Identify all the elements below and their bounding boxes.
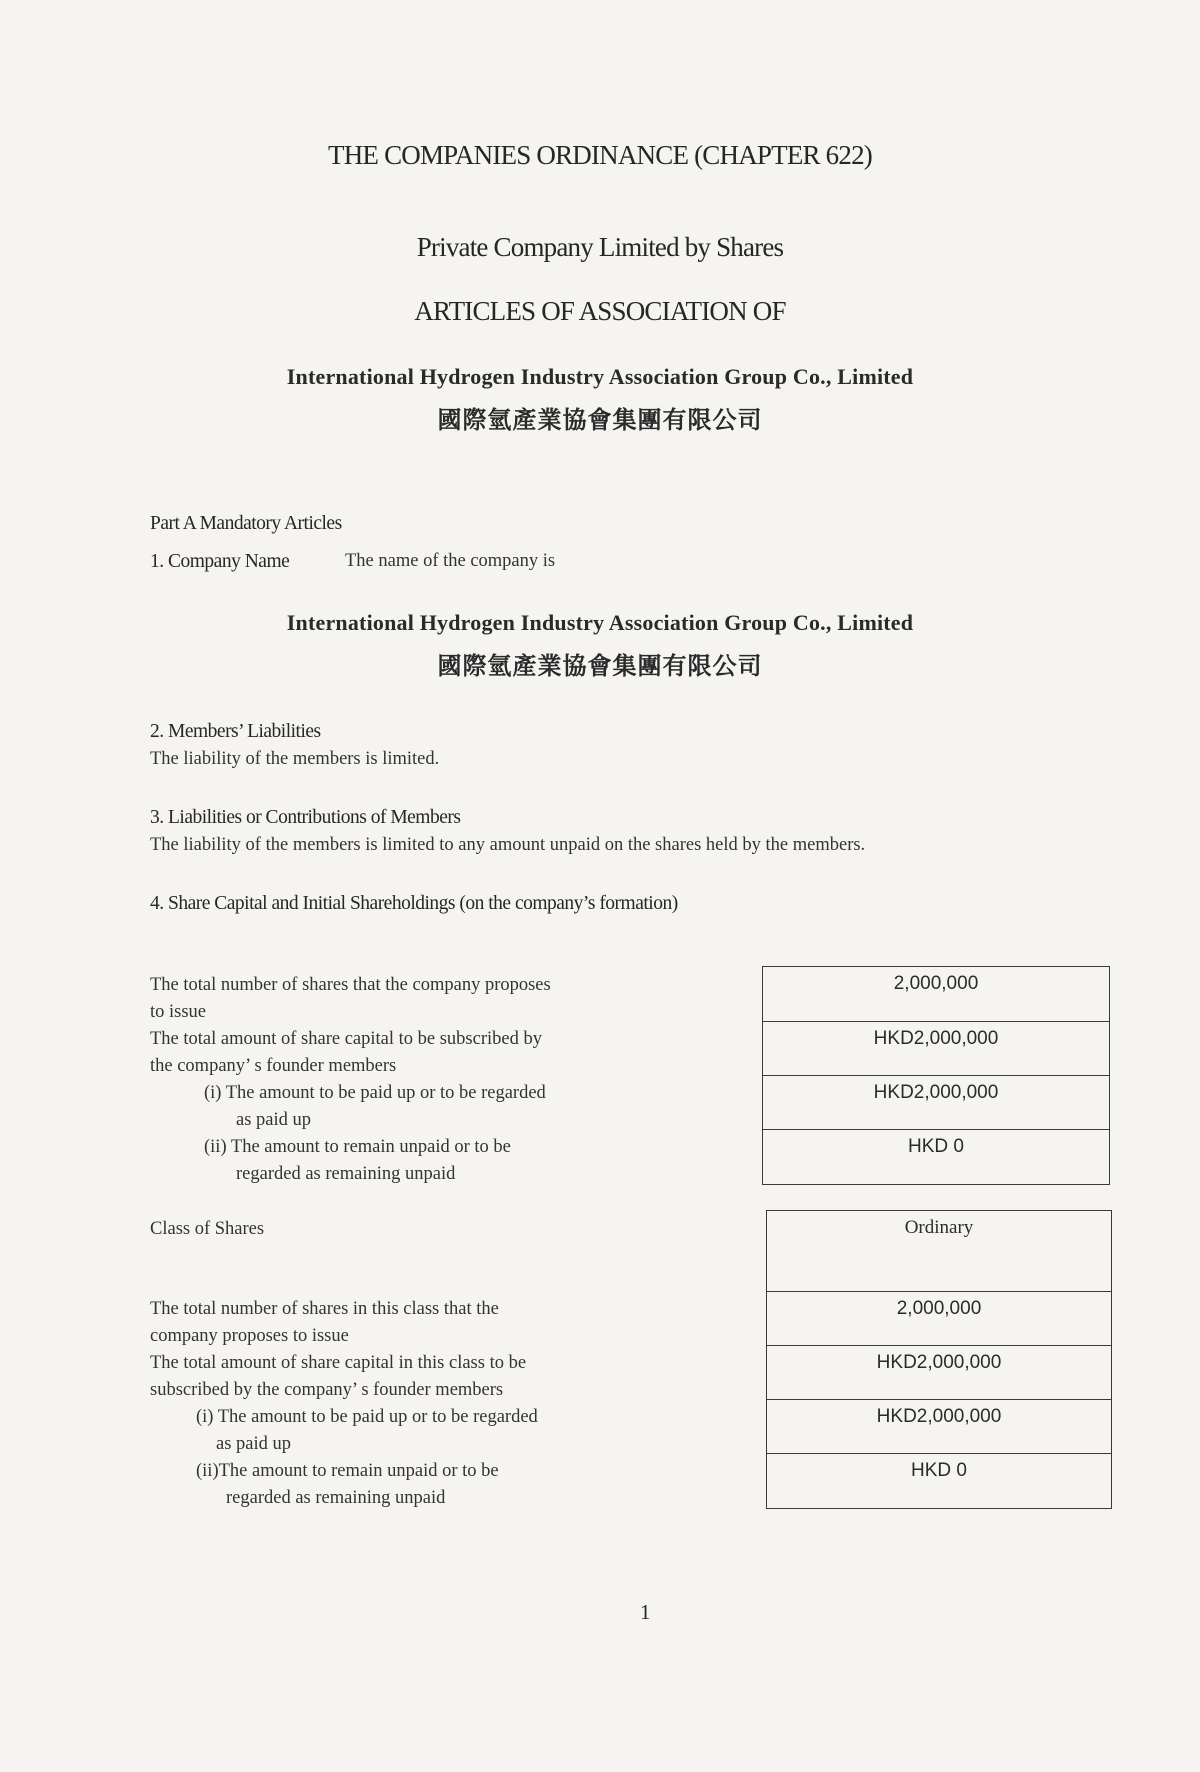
label-line: (ii) The amount to remain unpaid or to be bbox=[204, 1137, 511, 1157]
company-name-en: International Hydrogen Industry Association Group Co., Limited bbox=[286, 364, 914, 389]
label-line: (ii)The amount to remain unpaid or to be bbox=[196, 1461, 499, 1481]
ordinance-title: THE COMPANIES ORDINANCE (CHAPTER 622) bbox=[328, 140, 872, 170]
item2-text: The liability of the members is limited. bbox=[150, 749, 440, 769]
label-line: to issue bbox=[150, 1002, 207, 1022]
part-a-heading: Part A Mandatory Articles bbox=[150, 513, 342, 534]
class-of-shares-label: Class of Shares bbox=[150, 1219, 265, 1239]
page-number: 1 bbox=[640, 1600, 651, 1624]
share-value-cell: HKD2,000,000 bbox=[763, 1075, 1109, 1129]
class-value-cell: HKD2,000,000 bbox=[767, 1345, 1111, 1399]
label-line: The total amount of share capital to be subscribed by bbox=[150, 1029, 542, 1049]
item1-label: 1. Company Name bbox=[150, 551, 290, 572]
label-line: regarded as remaining unpaid bbox=[226, 1488, 446, 1508]
item2-label: 2. Members’ Liabilities bbox=[150, 721, 321, 742]
share-capital-label-4 bbox=[204, 1134, 511, 1188]
item4-label: 4. Share Capital and Initial Shareholdings (on the company’s formation) bbox=[150, 893, 678, 914]
label-line: as paid up bbox=[236, 1110, 312, 1130]
item3-text: The liability of the members is limited to any amount unpaid on the shares held by the members. bbox=[150, 835, 866, 855]
share-value-cell: HKD 0 bbox=[763, 1129, 1109, 1184]
label-line: subscribed by the company’ s founder members bbox=[150, 1380, 504, 1400]
label-line: as paid up bbox=[216, 1434, 292, 1454]
class-value-cell: HKD 0 bbox=[767, 1453, 1111, 1508]
class-type-cell: Ordinary bbox=[904, 1217, 974, 1238]
share-capital-value-box bbox=[762, 966, 1110, 1185]
articles-heading: ARTICLES OF ASSOCIATION OF bbox=[414, 296, 786, 326]
share-capital-label-2 bbox=[150, 1026, 542, 1080]
share-capital-label-3 bbox=[204, 1080, 546, 1134]
company-type: Private Company Limited by Shares bbox=[416, 232, 784, 262]
item1-text: The name of the company is bbox=[345, 551, 556, 571]
share-value-cell: 2,000,000 bbox=[893, 973, 979, 994]
class-label-2 bbox=[150, 1350, 526, 1404]
label-line: (i) The amount to be paid up or to be regarded bbox=[196, 1407, 538, 1427]
item1-company-name-en: International Hydrogen Industry Association Group Co., Limited bbox=[286, 610, 914, 635]
share-capital-label-1 bbox=[150, 972, 551, 1026]
company-name-zh: 國際氫產業協會集團有限公司 bbox=[437, 406, 763, 434]
label-line: The total number of shares in this class that the bbox=[150, 1299, 499, 1319]
label-line: The total number of shares that the company proposes bbox=[150, 975, 551, 995]
class-value-box bbox=[766, 1210, 1112, 1509]
label-line: The total amount of share capital in this class to be bbox=[150, 1353, 527, 1373]
class-label-1 bbox=[150, 1296, 499, 1350]
label-line: the company’ s founder members bbox=[150, 1056, 397, 1076]
item3-label: 3. Liabilities or Contributions of Members bbox=[150, 807, 461, 828]
label-line: company proposes to issue bbox=[150, 1326, 349, 1346]
class-label-3 bbox=[196, 1404, 538, 1458]
class-label-4 bbox=[196, 1458, 499, 1512]
class-value-cell: 2,000,000 bbox=[767, 1291, 1111, 1345]
class-value-cell: HKD2,000,000 bbox=[767, 1399, 1111, 1453]
item1-company-name-zh: 國際氫產業協會集團有限公司 bbox=[437, 652, 763, 680]
label-line: regarded as remaining unpaid bbox=[236, 1164, 456, 1184]
label-line: (i) The amount to be paid up or to be regarded bbox=[204, 1083, 546, 1103]
share-value-cell: HKD2,000,000 bbox=[763, 1021, 1109, 1075]
